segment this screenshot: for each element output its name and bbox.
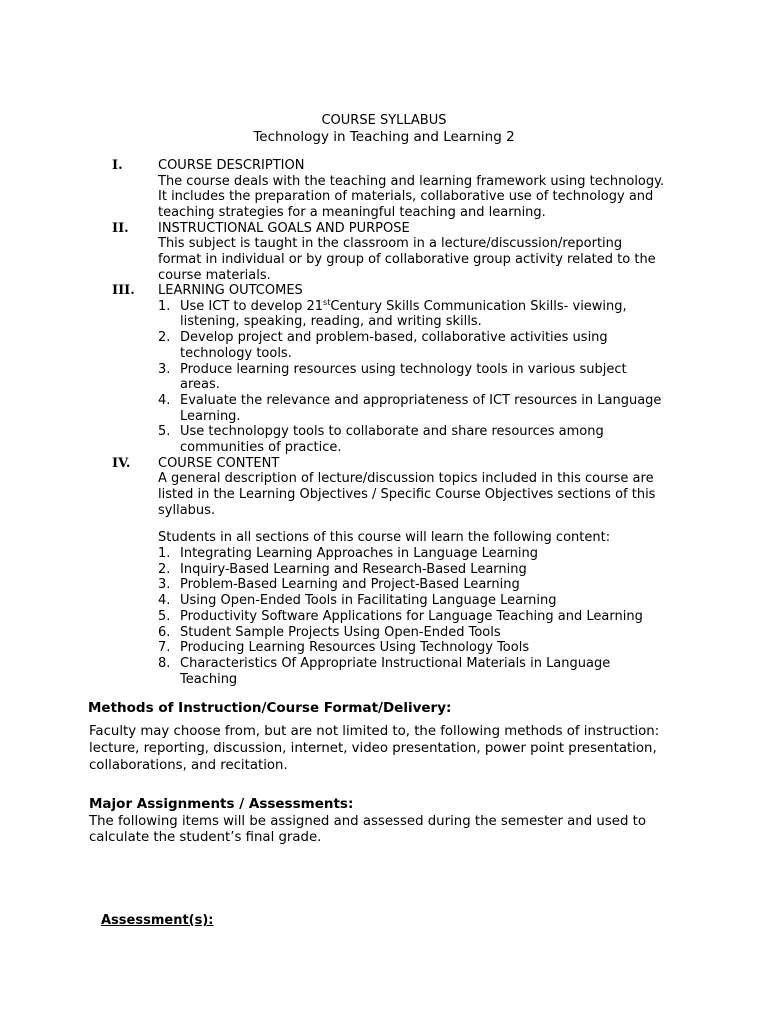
section-heading: INSTRUCTIONAL GOALS AND PURPOSE bbox=[158, 220, 410, 236]
section-line: The course deals with the teaching and learning framework using technology. bbox=[158, 173, 665, 189]
section-line: format in individual or by group of collaborative group activity related to the bbox=[158, 251, 656, 267]
section-course-content bbox=[0, 456, 768, 688]
list-text-cont: Learning. bbox=[180, 408, 241, 424]
section-number: II. bbox=[112, 220, 129, 236]
list-text: Develop project and problem-based, collaborative activities using bbox=[180, 330, 608, 346]
list-number: 2. bbox=[158, 561, 171, 577]
list-text-cont: areas. bbox=[180, 377, 220, 393]
list-item bbox=[158, 424, 683, 455]
list-item bbox=[158, 625, 683, 641]
methods-line: collaborations, and recitation. bbox=[89, 758, 288, 773]
title-block bbox=[0, 112, 768, 146]
list-number: 7. bbox=[158, 640, 171, 656]
list-number: 3. bbox=[158, 361, 171, 377]
list-text: Productivity Software Applications for Language Teaching and Learning bbox=[180, 608, 643, 624]
superscript: st bbox=[323, 297, 331, 307]
list-text-cont: communities of practice. bbox=[180, 440, 342, 456]
list-text: Use ICT to develop 21 bbox=[180, 298, 324, 314]
assignments-line: The following items will be assigned and assessed during the semester and used to bbox=[89, 814, 646, 829]
list-text-cont: technology tools. bbox=[180, 345, 292, 361]
list-text: Use technolopgy tools to collaborate and share resources among bbox=[180, 424, 604, 440]
section-number: IV. bbox=[112, 455, 131, 471]
list-text: Integrating Learning Approaches in Language Learning bbox=[180, 546, 539, 562]
assignments-heading: Major Assignments / Assessments: bbox=[89, 796, 354, 812]
section-instructional-goals bbox=[0, 221, 768, 284]
list-number: 1. bbox=[158, 546, 171, 562]
list-item bbox=[158, 330, 683, 361]
list-text: Characteristics Of Appropriate Instructional Materials in Language bbox=[180, 655, 611, 671]
list-text-cont: listening, speaking, reading, and writing skills. bbox=[180, 314, 482, 330]
list-number: 6. bbox=[158, 624, 171, 640]
methods-paragraph bbox=[89, 723, 689, 774]
outcomes-list bbox=[158, 299, 683, 456]
list-item bbox=[158, 562, 683, 578]
page-subtitle: Technology in Teaching and Learning 2 bbox=[253, 129, 515, 145]
section-number: I. bbox=[112, 158, 123, 173]
list-text: Problem-Based Learning and Project-Based Learning bbox=[180, 577, 520, 593]
list-number: 5. bbox=[158, 424, 171, 440]
section-line: This subject is taught in the classroom in a lecture/discussion/reporting bbox=[158, 236, 623, 252]
page-title: COURSE SYLLABUS bbox=[321, 113, 447, 128]
assignments-paragraph bbox=[89, 814, 689, 846]
section-course-description bbox=[0, 158, 768, 221]
list-item bbox=[158, 656, 683, 687]
methods-heading: Methods of Instruction/Course Format/Delivery: bbox=[88, 700, 452, 716]
list-item bbox=[158, 362, 683, 393]
list-text-cont: Teaching bbox=[180, 671, 238, 687]
list-number: 1. bbox=[158, 298, 171, 314]
section-line: It includes the preparation of materials, collaborative use of technology and bbox=[158, 189, 654, 205]
list-item bbox=[158, 593, 683, 609]
section-line: listed in the Learning Objectives / Specific Course Objectives sections of this bbox=[158, 486, 656, 502]
section-heading: LEARNING OUTCOMES bbox=[158, 283, 303, 299]
list-text: Inquiry-Based Learning and Research-Based Learning bbox=[180, 561, 527, 577]
assessment-label: Assessment(s): bbox=[101, 913, 214, 928]
list-text: Producing Learning Resources Using Technology Tools bbox=[180, 640, 530, 656]
section-heading: COURSE DESCRIPTION bbox=[158, 158, 305, 173]
list-number: 8. bbox=[158, 655, 171, 671]
content-intro: Students in all sections of this course will learn the following content: bbox=[158, 530, 611, 546]
list-text: Produce learning resources using technology tools in various subject bbox=[180, 361, 627, 377]
section-line: course materials. bbox=[158, 267, 271, 283]
section-learning-outcomes bbox=[0, 283, 768, 456]
section-line: A general description of lecture/discussion topics included in this course are bbox=[158, 471, 654, 487]
list-text: Century Skills Communication Skills- viewing, bbox=[330, 298, 627, 314]
sections-list bbox=[0, 158, 768, 687]
list-item bbox=[158, 299, 683, 330]
methods-line: lecture, reporting, discussion, internet, video presentation, power point presentation, bbox=[89, 741, 657, 756]
list-number: 2. bbox=[158, 330, 171, 346]
section-number: III. bbox=[112, 283, 135, 299]
list-item bbox=[158, 577, 683, 593]
section-line: syllabus. bbox=[158, 502, 216, 518]
list-number: 4. bbox=[158, 392, 171, 408]
section-heading: COURSE CONTENT bbox=[158, 455, 280, 471]
methods-line: Faculty may choose from, but are not limited to, the following methods of instruction: bbox=[89, 724, 660, 739]
list-text: Student Sample Projects Using Open-Ended Tools bbox=[180, 624, 501, 640]
list-item bbox=[158, 546, 683, 562]
list-text: Using Open-Ended Tools in Facilitating Language Learning bbox=[180, 593, 557, 609]
list-number: 5. bbox=[158, 608, 171, 624]
list-item bbox=[158, 609, 683, 625]
list-number: 3. bbox=[158, 577, 171, 593]
list-text: Evaluate the relevance and appropriateness of ICT resources in Language bbox=[180, 392, 662, 408]
assignments-line: calculate the student’s final grade. bbox=[89, 830, 322, 845]
list-number: 4. bbox=[158, 593, 171, 609]
content-list bbox=[158, 546, 683, 687]
list-item bbox=[158, 393, 683, 424]
list-item bbox=[158, 640, 683, 656]
section-line: teaching strategies for a meaningful teaching and learning. bbox=[158, 204, 546, 220]
